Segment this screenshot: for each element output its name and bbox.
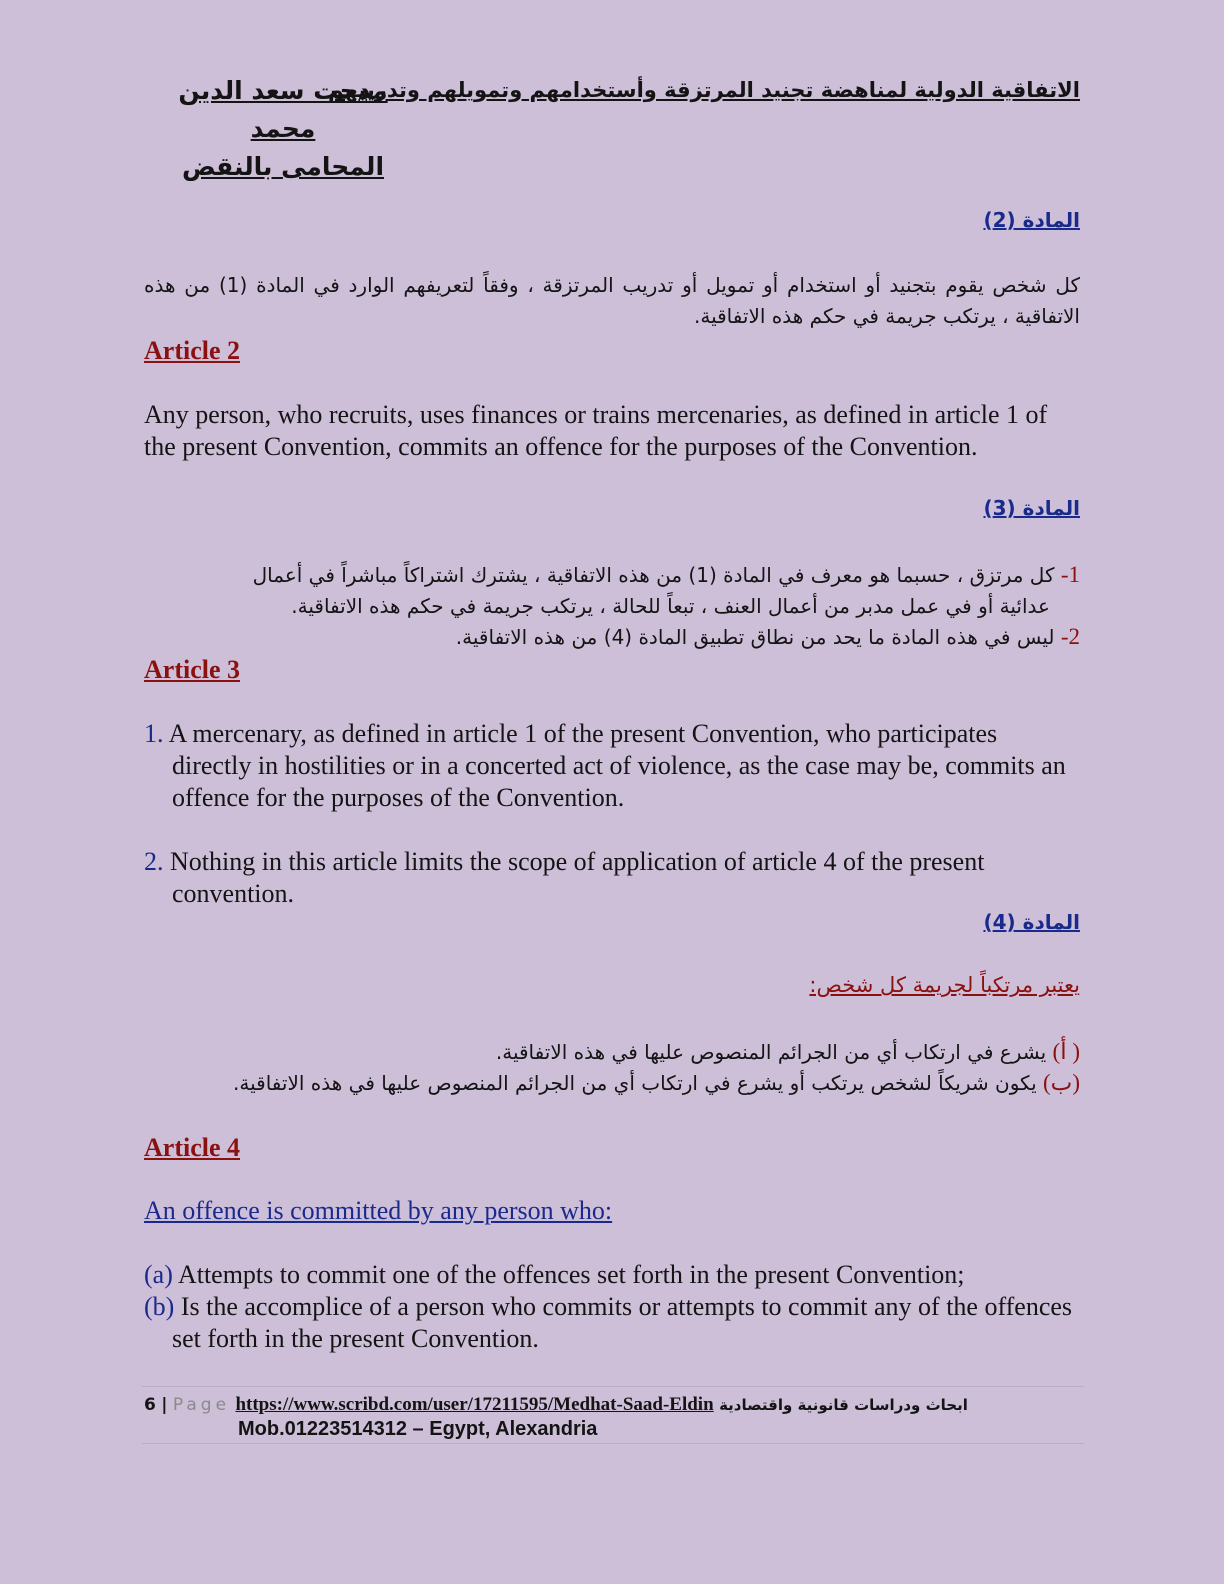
page-number: 6	[144, 1395, 156, 1415]
list-number: 2.	[144, 847, 164, 876]
list-number: 1-	[1060, 562, 1080, 587]
article4-en-intro: An offence is committed by any person who:	[144, 1196, 613, 1225]
article3-ar-item-1	[253, 559, 1080, 622]
list-text: يشرع في ارتكاب أي من الجرائم المنصوص عليها في هذه الاتفاقية.	[495, 1040, 1047, 1064]
article3-en-item-2	[144, 846, 1080, 910]
list-text-continued: عدائية أو في عمل مدبر من أعمال العنف ، تبعاً للحالة ، يرتكب جريمة في حكم هذه الاتفاقية.	[291, 594, 1050, 618]
footer-link[interactable]: https://www.scribd.com/user/17211595/Medhat-Saad-Eldin	[235, 1394, 714, 1415]
article4-en-item-b	[144, 1291, 1080, 1355]
article3-en-item-1	[144, 718, 1080, 814]
list-number: (ب)	[1043, 1070, 1080, 1095]
article2-ar-text: كل شخص يقوم بتجنيد أو استخدام أو تمويل أو تدريب المرتزقة ، وفقاً لتعريفهم الوارد في المادة (1) من هذه الاتفاقية ، يرتكب جريمة في حكم هذه الاتفاقية.	[144, 273, 1080, 328]
list-text: Nothing in this article limits the scope of application of article 4 of the present convention.	[170, 847, 985, 908]
footer-row	[144, 1394, 968, 1416]
article3-ar-heading: المادة (3)	[983, 496, 1080, 520]
list-text: A mercenary, as defined in article 1 of the present Convention, who participates directly in hostilities or in a concerted act of violence, as the case may be, commits an offence for the purposes of the Convention.	[168, 719, 1066, 812]
list-number: (b)	[144, 1292, 175, 1321]
list-text: يكون شريكاً لشخص يرتكب أو يشرع في ارتكاب أي من الجرائم المنصوص عليها في هذه الاتفاقية.	[233, 1071, 1037, 1095]
footer-contact: Mob.01223514312 – Egypt, Alexandria	[238, 1418, 598, 1440]
list-text: كل مرتزق ، حسبما هو معرف في المادة (1) من هذه الاتفاقية ، يشترك اشتراكاً مباشراً في أعمال	[252, 563, 1055, 587]
article3-ar-item-2	[456, 621, 1080, 653]
list-text: Is the accomplice of a person who commits or attempts to commit any of the offences set forth in the present Convention.	[172, 1292, 1073, 1353]
article2-ar-heading: المادة (2)	[983, 208, 1080, 232]
list-text: ليس في هذه المادة ما يحد من نطاق تطبيق المادة (4) من هذه الاتفاقية.	[455, 625, 1055, 649]
author-block	[144, 72, 422, 186]
list-number: 2-	[1060, 624, 1080, 649]
list-number: ( أ)	[1052, 1039, 1080, 1064]
article4-ar-item-a	[496, 1036, 1080, 1068]
article4-ar-intro: يعتبر مرتكباً لجريمة كل شخص:	[809, 973, 1080, 997]
list-number: (a)	[144, 1260, 173, 1289]
article4-en-heading: Article 4	[144, 1133, 241, 1162]
article4-en-item-a	[144, 1259, 1080, 1291]
author-name: مدحت سعد الدين محمد	[178, 76, 388, 143]
document-title: الاتفاقية الدولية لمناهضة تجنيد المرتزقة وأستخدامهم وتمويلهم وتدريبهم	[328, 78, 1080, 102]
page-label: Page	[172, 1395, 231, 1415]
author-title: المحامى بالنقض	[181, 152, 385, 181]
list-number: 1.	[144, 719, 164, 748]
article2-en-heading: Article 2	[144, 336, 241, 365]
article2-en-text: Any person, who recruits, uses finances or trains mercenaries, as defined in article 1 of the present Convention, commits an offence for the purposes of the Convention.	[144, 400, 1048, 461]
article4-ar-heading: المادة (4)	[983, 910, 1080, 934]
footer-divider-bottom	[142, 1443, 1084, 1444]
footer-arabic-note: ابحاث ودراسات قانونية واقتصادية	[719, 1396, 968, 1414]
article4-ar-item-b	[233, 1067, 1080, 1099]
list-text: Attempts to commit one of the offences set forth in the present Convention;	[177, 1260, 965, 1289]
footer-divider-top	[142, 1386, 1084, 1387]
footer-separator: |	[161, 1395, 168, 1415]
article3-en-heading: Article 3	[144, 655, 241, 684]
